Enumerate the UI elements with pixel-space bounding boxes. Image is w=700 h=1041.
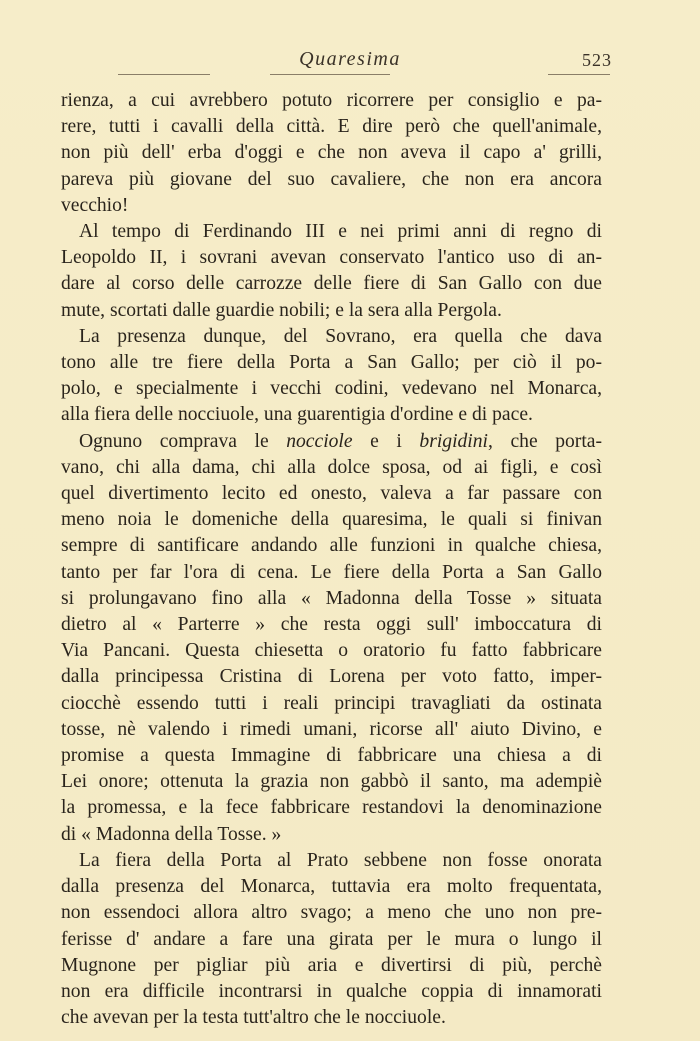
header-rule-right bbox=[548, 74, 610, 75]
text-line: Lei onore; ottenuta la grazia non gabbò il santo, ma adempiè bbox=[61, 771, 602, 793]
text-line: vecchio! bbox=[61, 194, 129, 216]
text-line: quel divertimento lecito ed onesto, valeva a far passare con bbox=[61, 483, 602, 505]
text-line: ferisse d' andare a fare una girata per le mura o lungo il bbox=[61, 928, 602, 950]
text-line: tosse, nè valendo i rimedi umani, ricorse all' aiuto Divino, e bbox=[61, 718, 602, 740]
text-line: Al tempo di Ferdinando III e nei primi anni di regno di bbox=[79, 221, 602, 243]
paragraph bbox=[61, 324, 602, 429]
text-line: non più dell' erba d'oggi e che non aveva il capo a' grilli, bbox=[61, 142, 602, 164]
text-line: ciocchè essendo tutti i reali principi travagliati da ostinata bbox=[61, 692, 602, 714]
text-line: dalla principessa Cristina di Lorena per voto fatto, imper- bbox=[61, 666, 602, 688]
text-line: di « Madonna della Tosse. » bbox=[61, 823, 282, 845]
text-line: tanto per far l'ora di cena. Le fiere della Porta a San Gallo bbox=[61, 561, 602, 583]
body-text bbox=[61, 88, 602, 1031]
text-line: vano, chi alla dama, chi alla dolce sposa, od ai figli, e così bbox=[61, 456, 602, 478]
header-rule-left bbox=[118, 74, 210, 75]
running-title: Quaresima bbox=[299, 48, 401, 70]
text-line: dalla presenza del Monarca, tuttavia era molto frequentata, bbox=[61, 876, 602, 898]
text-line: non essendoci allora altro svago; a meno che uno non pre- bbox=[61, 902, 602, 924]
text-line: La presenza dunque, del Sovrano, era quella che dava bbox=[79, 325, 602, 347]
text-line: alla fiera delle nocciuole, una guarentigia d'ordine e di pace. bbox=[61, 404, 533, 426]
page-header bbox=[0, 42, 700, 82]
text-line: meno noia le domeniche della quaresima, le quali si finivan bbox=[61, 509, 602, 531]
text-line: tono alle tre fiere della Porta a San Gallo; per ciò il po- bbox=[61, 352, 602, 374]
text-line: dietro al « Parterre » che resta oggi sull' imboccatura di bbox=[61, 614, 602, 636]
text-line: dare al corso delle carrozze delle fiere di San Gallo con due bbox=[61, 273, 602, 295]
text-line: la promessa, e la fece fabbricare restandovi la denominazione bbox=[61, 797, 602, 819]
text-line: non era difficile incontrarsi in qualche coppia di innamorati bbox=[61, 980, 602, 1002]
text-line-with-italics: Ognuno comprava le nocciole e i brigidini, che porta- bbox=[79, 430, 602, 452]
text-line: che avevan per la testa tutt'altro che le nocciuole. bbox=[61, 1007, 446, 1029]
text-line: si prolungavano fino alla « Madonna della Tosse » situata bbox=[61, 587, 602, 609]
text-line: promise a questa Immagine di fabbricare una chiesa a di bbox=[61, 745, 602, 767]
text-line: Mugnone per pigliar più aria e divertirsi di più, perchè bbox=[61, 954, 602, 976]
paragraph bbox=[61, 848, 602, 1031]
header-rule-center bbox=[270, 74, 390, 75]
paragraph bbox=[61, 429, 602, 848]
text-line: mute, scortati dalle guardie nobili; e la sera alla Pergola. bbox=[61, 299, 502, 321]
paragraph bbox=[61, 88, 602, 219]
text-line: La fiera della Porta al Prato sebbene non fosse onorata bbox=[79, 849, 602, 871]
text-line: rienza, a cui avrebbero potuto ricorrere per consiglio e pa- bbox=[61, 90, 602, 111]
text-line: pareva più giovane del suo cavaliere, che non era ancora bbox=[61, 168, 602, 190]
paragraph bbox=[61, 219, 602, 324]
page-number: 523 bbox=[582, 50, 612, 70]
text-line: Via Pancani. Questa chiesetta o oratorio fu fatto fabbricare bbox=[61, 640, 602, 662]
text-line: sempre di santificare andando alle funzioni in qualche chiesa, bbox=[61, 535, 602, 557]
italic-term: brigidini bbox=[419, 430, 488, 452]
text-line: polo, e specialmente i vecchi codini, vedevano nel Monarca, bbox=[61, 378, 602, 400]
italic-term: nocciole bbox=[286, 430, 353, 452]
text-line: Leopoldo II, i sovrani avevan conservato l'antico uso di an- bbox=[61, 247, 602, 269]
text-line: rere, tutti i cavalli della città. E dire però che quell'animale, bbox=[61, 116, 602, 138]
